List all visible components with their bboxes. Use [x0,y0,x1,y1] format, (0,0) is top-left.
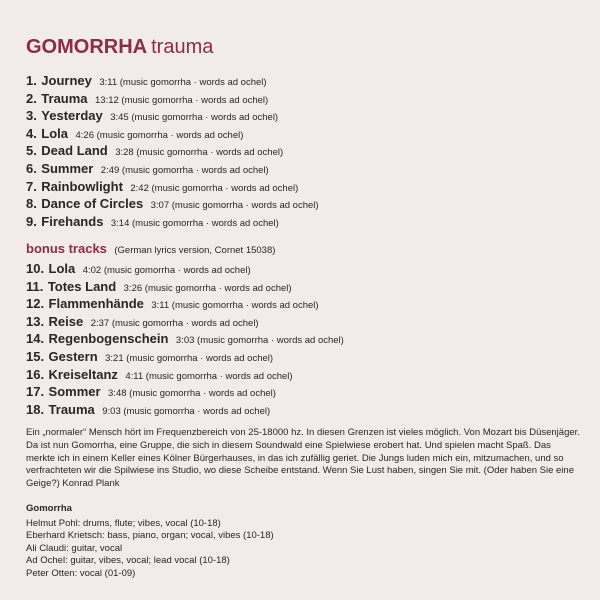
track-duration: 3:11 [99,77,118,88]
track-row [26,313,586,331]
member-line: Ad Ochel: guitar, vibes, vocal; lead vocal (10-18) [26,555,230,567]
bonus-tracks-note: (German lyrics version, Cornet 15038) [114,245,276,256]
track-title: Trauma [41,90,88,106]
track-row [26,366,586,384]
track-title: Dead Land [41,143,108,159]
track-row [26,107,586,125]
member-line: Helmut Pohl: drums, flute; vibes, vocal (10-18) [26,517,221,529]
member-line: Peter Otten: vocal (01-09) [26,567,136,579]
member-line: Ali Claudi: guitar, vocal [26,542,123,554]
track-number: 14. [26,331,45,347]
track-title: Trauma [48,401,95,417]
track-number: 11. [26,278,44,294]
track-row [26,195,586,213]
track-duration: 4:11 [125,370,144,382]
track-row [26,160,586,178]
track-duration: 4:26 [75,129,94,141]
track-credits: (music gomorrha · words ad ochel) [103,265,251,276]
track-number: 4. [26,125,37,141]
album-title: trauma [151,36,214,58]
track-row [26,90,586,108]
bonus-tracks-heading [26,240,275,258]
track-row [26,178,586,196]
track-title: Yesterday [41,108,103,124]
track-credits: (music gomorrha · words ad ochel) [129,388,276,400]
page-title [26,36,213,59]
track-row [26,260,586,278]
track-title: Flammenhände [48,296,144,312]
track-title: Lola [48,261,76,276]
track-row [26,142,586,160]
track-duration: 3:21 [105,352,124,364]
track-title: Gestern [48,348,98,364]
track-number: 10. [26,261,45,276]
track-number: 16. [26,366,45,382]
track-title: Regenbogenschein [48,331,169,347]
track-credits: (music gomorrha · words ad ochel) [136,147,284,159]
track-title: Kreiseltanz [48,366,118,382]
track-credits: (music gomorrha · words ad ochel) [151,182,299,194]
track-credits: (music gomorrha · words ad ochel) [126,352,274,364]
track-row [26,401,586,419]
track-credits: (music gomorrha · words ad ochel) [145,370,293,382]
track-number: 13. [26,313,45,329]
track-duration: 3:11 [151,300,170,312]
track-duration: 2:49 [100,164,120,176]
track-row [26,278,586,296]
track-credits: (music gomorrha · words ad ochel) [131,112,279,124]
track-number: 5. [26,143,37,159]
track-number: 18. [26,401,45,417]
track-row [26,348,586,366]
track-number: 15. [26,348,45,364]
track-credits: (music gomorrha · words ad ochel) [197,335,344,347]
track-title: Dance of Circles [41,196,144,212]
band-credits [26,503,582,581]
track-duration: 9:03 [102,405,121,417]
track-duration: 3:14 [110,217,130,229]
track-duration: 3:28 [115,147,134,159]
member-line: Eberhard Krietsch: bass, piano, organ; vocal, vibes (10-18) [26,530,274,542]
track-title: Sommer [48,384,101,400]
track-duration: 3:26 [123,282,143,294]
band-name: GOMORRHA [26,36,148,58]
bonus-tracklist [26,260,586,418]
track-row [26,72,586,90]
track-row [26,213,586,231]
track-credits: (music gomorrha · words ad ochel) [144,282,292,294]
track-title: Totes Land [47,278,117,294]
track-title: Firehands [41,213,104,229]
track-credits: (music gomorrha · words ad ochel) [123,405,271,417]
tracklist [26,72,586,230]
track-row [26,383,586,401]
track-number: 9. [26,213,37,229]
track-number: 2. [26,90,37,106]
track-number: 8. [26,196,37,212]
track-credits: (music gomorrha · words ad ochel) [119,77,267,88]
track-title: Summer [41,160,94,176]
track-title: Lola [41,125,69,141]
track-credits: (music gomorrha · words ad ochel) [121,94,269,106]
credits-heading: Gomorrha [26,503,72,514]
track-number: 17. [26,384,45,400]
track-title: Reise [48,313,84,329]
track-number: 1. [26,73,37,88]
bonus-tracks-label: bonus tracks [26,241,107,256]
track-duration: 3:03 [175,335,195,347]
track-duration: 13:12 [95,94,119,106]
liner-notes-paragraph: Ein „normaler“ Mensch hört im Frequenzbereich von 25-18000 hz. In diesen Grenzen ist vieles möglich. Von Mozart bis Düsenjäger. Da ist nun Gomorrha, eine Gruppe, die sich in diesem Soundwald eine Spielwiese erobert hat. Und spielen macht Spaß. Das merkte ich in einem Keller eines Kölner Bürgerhauses, in das ich zufällig geriet. Die Jungs luden mich ein, mitzumachen, und so verfrachteten wir die Spilwiese ins Studio, wo diese Scheibe entstand. Wenn Sie Lust haben, singen Sie mit. (Oder haben Sie eine Geige?) Konrad Plank [26,427,580,490]
track-number: 12. [26,296,45,312]
track-credits: (music gomorrha · words ad ochel) [132,217,279,229]
track-duration: 2:37 [90,317,110,329]
track-title: Rainbowlight [41,178,123,194]
track-credits: (music gomorrha · words ad ochel) [96,129,244,141]
track-duration: 4:02 [82,265,102,276]
track-row [26,125,586,143]
track-row [26,330,586,348]
track-title: Journey [41,73,92,88]
track-credits: (music gomorrha · words ad ochel) [171,300,319,312]
track-row [26,295,586,313]
track-duration: 2:42 [130,182,149,194]
track-duration: 3:48 [108,388,127,400]
track-credits: (music gomorrha · words ad ochel) [171,200,319,212]
track-duration: 3:45 [110,112,129,124]
track-duration: 3:07 [150,200,170,212]
track-number: 3. [26,108,37,124]
track-credits: (music gomorrha · words ad ochel) [121,164,269,176]
track-number: 6. [26,160,37,176]
track-number: 7. [26,178,37,194]
track-credits: (music gomorrha · words ad ochel) [111,317,259,329]
